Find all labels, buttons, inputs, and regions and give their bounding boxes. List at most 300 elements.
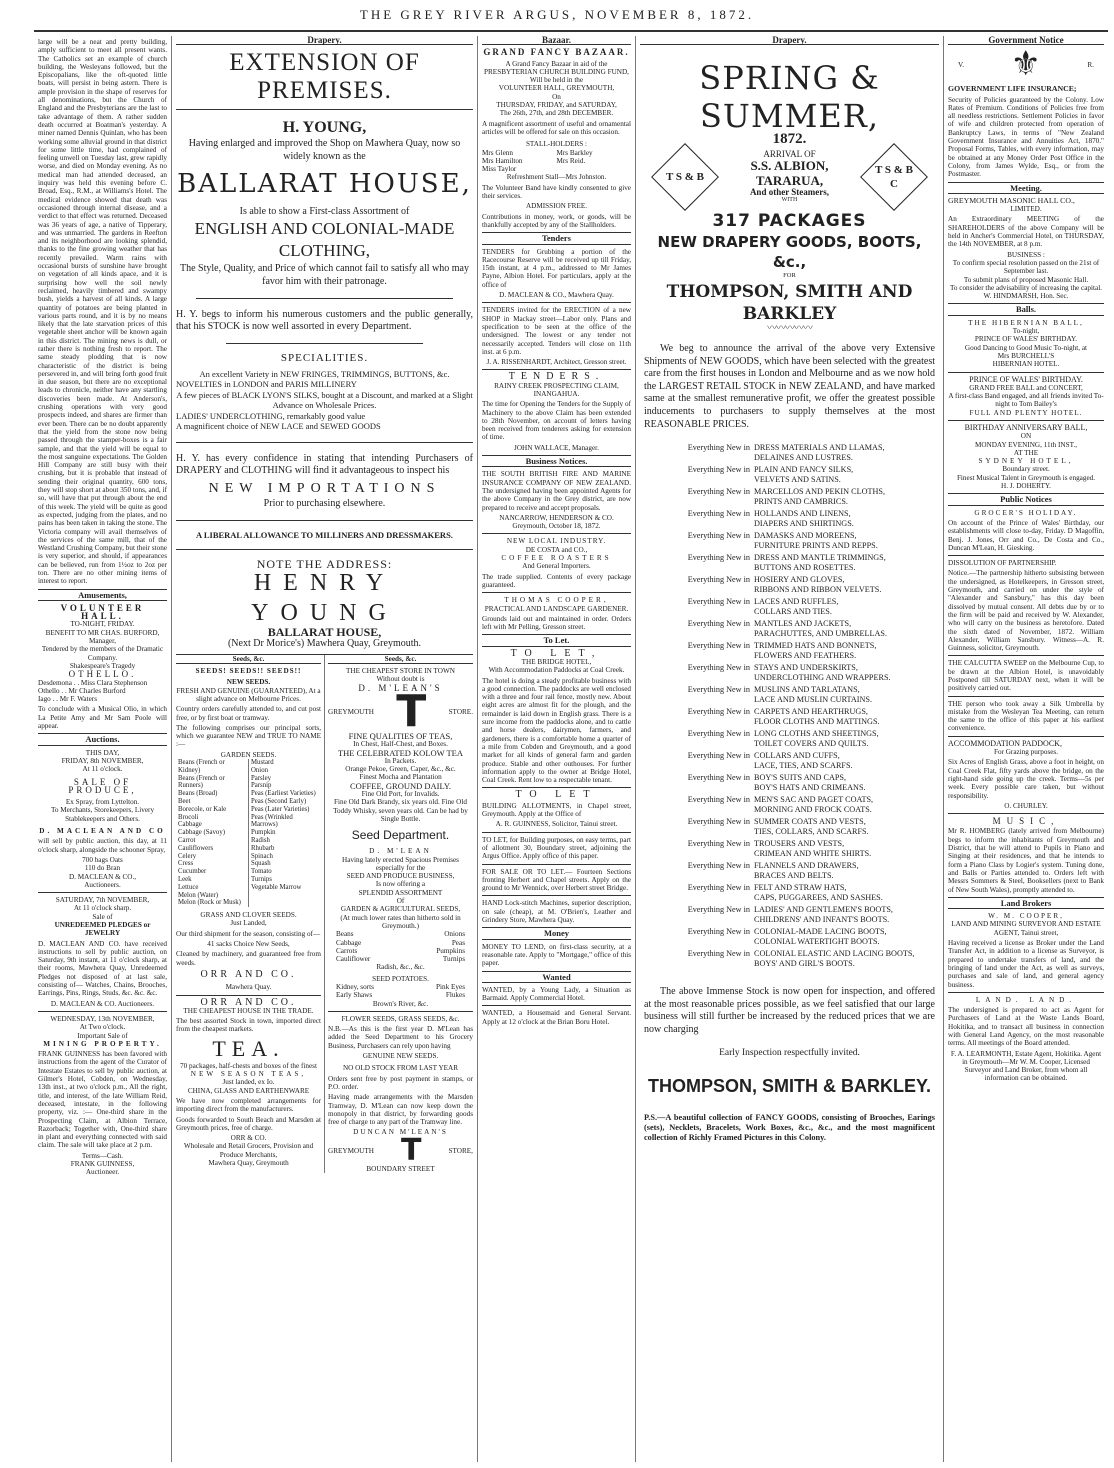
boundary-street: BOUNDARY STREET xyxy=(366,1164,435,1173)
cooper-title: W. M. COOPER, xyxy=(988,912,1064,921)
young-intro: Having enlarged and improved the Shop on Mawhera Quay, now so widely known as the xyxy=(188,138,461,163)
ball-line: GRAND FREE BALL and CONCERT, xyxy=(969,383,1083,392)
seed-item: Vegetable Marrow xyxy=(251,883,302,891)
speciality: An excellent Variety in NEW FRINGES, TRIMMINGS, BUTTONS, &c. xyxy=(199,368,450,379)
mawhera-quay: Mawhera Quay. xyxy=(225,983,272,992)
orange-pekoe: Orange Pekoe, Green, Caper, &c., &c. xyxy=(345,765,456,774)
refreshment-stall: Refreshment Stall—Mrs Johnston. xyxy=(506,173,607,182)
business-text: The trade supplied. Contents of every package guaranteed. xyxy=(482,572,631,589)
cheapest-store: THE CHEAPEST STORE IN TOWN xyxy=(346,667,455,676)
business-sign: NANCARROW, HENDERSON & CO. Greymouth, October 18, 1872. xyxy=(499,513,614,531)
stall-holder: Mrs Glenn xyxy=(482,148,513,157)
seeds-country: Country orders carefully attended to, and cut post free, or by first boat or tramway. xyxy=(176,705,321,722)
ball-line: A first-class Band engaged, and all friends invited To-night to Tom Bailey's xyxy=(948,392,1104,409)
drapery-header: Drapery. xyxy=(176,36,473,45)
henry-young: HENRY YOUNG xyxy=(251,570,398,627)
vh-line: Iago . . Mr F. Waters xyxy=(38,695,97,704)
paddock-title: ACCOMMODATION PADDOCK, xyxy=(948,738,1062,748)
prince-birthday: PRINCE OF WALES' BIRTHDAY. xyxy=(969,374,1083,384)
seeds-title: SEEDS! SEEDS!! SEEDS!! xyxy=(195,667,302,676)
seed-item: Cauliflowers xyxy=(178,844,214,852)
store-label-2: STORE, xyxy=(448,1146,473,1155)
speciality: NOVELTIES in LONDON and PARIS MILLINERY xyxy=(176,379,357,390)
vegetable-item: Carrots Pumpkins xyxy=(336,946,465,955)
potato-list xyxy=(328,983,473,1000)
bazaar-title: GRAND FANCY BAZAAR. xyxy=(483,47,630,58)
seed-item: Melon (Water) xyxy=(178,891,219,899)
tea-title: TEA. xyxy=(212,1035,285,1061)
column-news xyxy=(34,36,172,1462)
able-line: Is able to show a First-class Assortment of xyxy=(239,206,410,218)
auction-text: D. MACLEAN AND CO. have received instructions to sell by public auction, on Saturday, 9th instant, at 11 o'clock sharp, at their rooms, Mawhera Quay, Unredeemed Pledges not disposed of at last sale, consisting of— Watches, Chains, Brooches, Earrings, Pins, Rings, Studs, &c. &c. &c. xyxy=(38,939,167,998)
money-header: Money xyxy=(482,927,631,939)
new-seeds: NEW SEEDS. xyxy=(226,678,271,687)
seed-produce-business: SEED AND PRODUCE BUSINESS, xyxy=(346,872,455,881)
seed-item: Pumpkin xyxy=(251,829,276,837)
new-drapery: NEW DRAPERY GOODS, BOOTS, &c., xyxy=(657,233,922,272)
other-steamers: And other Steamers, xyxy=(749,186,830,197)
orr-quay: Mawhera Quay, Greymouth xyxy=(208,1159,289,1168)
seed-item: Tomato xyxy=(251,868,272,876)
just-landed: Just Landed, xyxy=(230,919,267,928)
third-shipment: Our third shipment for the season, consisting of— xyxy=(176,929,321,938)
meeting-text: An Extraordinary MEETING of the SHAREHOLDERS of the above Company will be held in Ancher's Commercial Hotel, on THURSDAY, the 14th NOVEMBER, at 8 p.m. xyxy=(948,215,1104,249)
note-address: NOTE THE ADDRESS: xyxy=(256,557,393,572)
tender-sign: J. A. RISSENHARDT, Architect, Gresson street. xyxy=(486,358,627,367)
birthday-ball: BIRTHDAY ANNIVERSARY BALL, xyxy=(964,422,1088,432)
business-header: Business Notices. xyxy=(482,455,631,467)
hibernian-ball: THE HIBERNIAN BALL, xyxy=(968,318,1084,327)
style-line: The Style, Quality, and Price of which cannot fail to satisfy all who may favor him with their patronage. xyxy=(179,263,469,288)
tsb-diamond-logo-left: T S & B xyxy=(651,143,719,211)
let-text: The hotel is doing a steady profitable business with a good connection. The paddocks are well enclosed with a three and four rail fence, mostly new. About eight acres are almost fit for the plough, and the remainder is laid down in English grass. There is a sure income from the paddocks alone, and to cattle and horse dealers, dairymen, farmers, and gardeners, there is a comfortable home a quarter of a mile from Cobden and Greymouth, and a good market for all kinds of general farm and garden produce. Stable and other outhouses. For further information apply to the owner at Bridge Hotel, Coal Creek. Rent low to a respectable tenant. xyxy=(482,676,631,785)
bazaar-line: A Grand Fancy Bazaar in aid of the xyxy=(505,59,608,68)
auction-line: WEDNESDAY, 13th NOVEMBER, xyxy=(50,1014,155,1023)
wanted-text: WANTED, by a Young Lady, a Situation as Barmaid. Apply Commercial Hotel. xyxy=(482,985,631,1003)
seed-item: Carrot xyxy=(178,837,196,845)
everything-new-row: Everything New in DRESS MATERIALS AND LLAMAS, DELAINES AND LUSTRES. xyxy=(687,443,885,462)
auction-sign: D. MACLEAN & CO. Auctioneers. xyxy=(50,999,155,1008)
land-title: LAND. LAND. xyxy=(975,995,1077,1004)
band-note: The Volunteer Band have kindly consented to give their services. xyxy=(482,183,631,201)
clothing-title: ENGLISH AND COLONIAL-MADE CLOTHING, xyxy=(194,219,455,261)
vh-line: Manager, xyxy=(88,637,117,646)
masonic-title: GREYMOUTH MASONIC HALL CO., xyxy=(948,195,1075,205)
auction-line: THIS DAY, xyxy=(85,748,120,757)
vh-line: OTHELLO. xyxy=(68,669,137,680)
seed-item: Peas (Earliest Varieties) xyxy=(251,790,316,798)
thomas-cooper: THOMAS COOPER, xyxy=(504,596,609,605)
orr-sign: ORR & CO. xyxy=(230,1134,267,1143)
d-mlean-2: D. M'LEAN xyxy=(369,847,432,856)
nb-note: N.B.—As this is the first year D. M'Lean has added the Seed Department to his Grocery Business, Purchasers can rely upon having xyxy=(328,1025,473,1050)
china-glass: CHINA, GLASS AND EARTHENWARE xyxy=(187,1086,310,1095)
ball-line: Finest Musical Talent in Greymouth is engaged. xyxy=(956,473,1096,482)
coffee-ground: COFFEE, GROUND DAILY. xyxy=(350,780,451,791)
ball-line: MONDAY EVENING, 11th INST., xyxy=(974,440,1078,449)
no-old-stock: NO OLD STOCK FROM LAST YEAR xyxy=(342,1064,459,1073)
auction-line: UNREDEEMED PLEDGES or JEWELRY xyxy=(54,920,151,938)
grass-seeds: GRASS AND CLOVER SEEDS. xyxy=(200,911,297,920)
to-let-title: TO LET, xyxy=(510,647,603,659)
bazaar-line: On xyxy=(552,92,561,101)
seed-item: Parsley xyxy=(251,774,272,782)
everything-new-row: Everything New in DAMASKS AND MOREENS, FURNITURE PRINTS AND REPPS. xyxy=(687,531,878,550)
music-title: MUSIC, xyxy=(992,816,1060,827)
prior-line: Prior to purchasing elsewhere. xyxy=(263,497,386,509)
seed-item: Brocoli xyxy=(178,813,199,821)
best-assorted: The best assorted Stock in town, imported direct from the cheapest markets. xyxy=(176,1017,321,1034)
meeting-item: To consider the advisability of increasing the capital. xyxy=(950,283,1102,292)
speciality: LADIES' UNDERCLOTHING, remarkably good value xyxy=(176,410,366,421)
arrangements: We have now completed arrangements for importing direct from the manufacturers. xyxy=(176,1096,321,1114)
ship-logos xyxy=(640,150,939,205)
spring-summer-title: SPRING & SUMMER, xyxy=(699,59,880,136)
seed-item: Cress xyxy=(178,860,194,868)
everything-new-row: Everything New in HOSIERY AND GLOVES, RIBBONS AND RIBBON VELVETS. xyxy=(687,575,882,594)
bazaar-header: Bazaar. xyxy=(482,36,631,45)
vh-line: TO-NIGHT, FRIDAY. xyxy=(70,620,135,629)
tea-chest: In Chest, Half-Chest, and Boxes. xyxy=(353,740,448,749)
greymouth-label: GREYMOUTH xyxy=(328,707,374,716)
auction-line: To Merchants, Storekeepers, Livery Stablekeepers and Others. xyxy=(50,806,155,823)
vh-line: Desdemona . . Miss Clara Stephenson xyxy=(38,678,148,687)
lower-rates: (At much lower rates than hitherto sold in Greymouth.) xyxy=(340,913,461,930)
seed-item: Spinach xyxy=(251,852,273,860)
to-let-title-2: TO LET xyxy=(515,789,598,801)
everything-new-row: Everything New in TRIMMED HATS AND BONNETS, FLOWERS AND FEATHERS. xyxy=(687,641,877,660)
browns-river: Brown's River, &c. xyxy=(372,999,429,1008)
everything-new-row: Everything New in LONG CLOTHS AND SHEETINGS, TOILET COVERS AND QUILTS. xyxy=(687,729,879,748)
firm-name: THOMPSON, SMITH AND BARKLEY xyxy=(666,281,913,324)
everything-new-row: Everything New in COLONIAL ELASTIC AND LACING BOOTS, BOYS' AND GIRL'S BOOTS. xyxy=(687,949,915,968)
auction-item: 110 do Bran xyxy=(84,864,121,873)
everything-new-row: Everything New in BOY'S SUITS AND CAPS, BOY'S HATS AND CRIMEANS. xyxy=(687,773,866,792)
ps-note: P.S.—A beautiful collection of FANCY GOODS, consisting of Brooches, Earings (sets), Necklets, Bracelets, Work Boxes, &c., &c., and the most magnificent collection of Richly Framed Pictures in this Colony. xyxy=(644,1112,935,1142)
flourish: 〰〰〰〰〰 xyxy=(767,322,812,334)
seed-item: Rhubarb xyxy=(251,844,275,852)
seeds-fresh: FRESH AND GENUINE (GUARANTEED), At a slight advance on Melbourne Prices. xyxy=(176,686,321,703)
wanted-header: Wanted xyxy=(482,971,631,983)
column-notices xyxy=(944,36,1108,1462)
packets: In Packets. xyxy=(384,756,417,765)
big-t-logo-2: T xyxy=(401,1132,422,1168)
notice-text: On account of the Prince of Wales' Birthday, our establishments will close to-day, Friday. D Magoffin, Benj. J. Jones, Orr and Co., De Costa and Co., Duncan M'Lean, H. Giesking. xyxy=(948,518,1104,552)
tramway-note: Having made arrangements with the Marsden Tramway, D. M'Lean can now keep down the monopoly in that district, by forwarding goods free of charge to any part of the Tramway line. xyxy=(328,1093,473,1127)
let-text: HAND Lock-stitch Machines, superior description, on sale (cheap), at M. O'Brien's, Leather and Grindery Store, Mawhera Quay. xyxy=(482,899,631,925)
limited: LIMITED. xyxy=(1010,205,1042,214)
vegetable-list xyxy=(328,930,473,963)
allowance-line: A LIBERAL ALLOWANCE TO MILLINERS AND DRESSMAKERS. xyxy=(196,529,453,540)
tsb-diamond-logo-right: T S & B C xyxy=(860,143,928,211)
auction-sign: Auctioneer. xyxy=(85,1168,120,1177)
auction-line: At 11 o'clock. xyxy=(82,765,123,774)
immense-stock: The above Immense Stock is now open for inspection, and offered at the most reasonable prices possible, as we feel satisfied that our large business will still further be increased by the reduced prices that we are now charging xyxy=(644,986,935,1036)
seed-item: Parsnip xyxy=(251,782,272,790)
tenders-header: Tenders xyxy=(482,232,631,244)
garden-seeds: GARDEN SEEDS. xyxy=(220,750,277,759)
everything-new-list xyxy=(640,443,939,968)
address-line: (Next Dr Morice's) Mawhera Quay, Greymouth. xyxy=(227,637,422,649)
auction-line: Ex Spray, from Lyttelton. xyxy=(65,798,140,807)
r-letter: R. xyxy=(1087,61,1094,70)
auction-sign: D. MACLEAN & CO., xyxy=(68,872,137,881)
vh-line: BENEFIT TO MR CHAS. BURFORD, xyxy=(45,628,160,637)
notice-text: Notice.—The partnership hitherto subsisting between the undersigned, as Hotelkeepers, in Gresson street, Greymouth, and carried on under the style of "Alexander and Sansbury," has this day been dissolved by mutual consent. All debts due by or to the firm will be paid and received by W. Alexander, who will carry on the business as heretofore. Dated the sixth dated of November, 1872. William Alexander, William Sansbury. Witness—A. R. Guinness, solicitor, Greymouth. xyxy=(948,569,1104,653)
bridge-hotel: THE BRIDGE HOTEL, xyxy=(521,658,592,666)
arrival-of: ARRIVAL OF xyxy=(763,148,816,159)
year-1872: 1872. xyxy=(772,131,807,148)
seed-item: Cucumber xyxy=(178,868,207,876)
notice-sign: F. A. LEARMONTH, Estate Agent, Hokitika. Agent in Greymouth—Mr W. M. Cooper, Licensed Surveyor and Land Broker, from whom all information can be obtained. xyxy=(950,1049,1102,1083)
just-landed-io: Just landed, ex Io. xyxy=(222,1078,275,1087)
sacks-line: 41 sacks Choice New Seeds, xyxy=(207,940,290,949)
meeting-item: To confirm special resolution passed on the 21st of September last. xyxy=(952,258,1100,276)
vh-line: Shakespeare's Tragedy xyxy=(69,661,136,670)
fine-teas: FINE QUALITIES OF TEAS, xyxy=(348,730,453,741)
business-label: BUSINESS : xyxy=(1007,250,1045,259)
business-text: THE SOUTH BRITISH FIRE AND MARINE INSURANCE COMPANY OF NEW ZEALAND. The undersigned having been appointed Agents for the above Company in the Grey district, are now prepared to receive and accept proposals. xyxy=(482,470,631,512)
stall-holders: STALL-HOLDERS : xyxy=(525,140,588,149)
seed-item: Peas (Second Early) xyxy=(251,798,307,806)
orr-and-co-2: ORR AND CO. xyxy=(200,996,297,1008)
stall-holder: Mrs Barkley xyxy=(556,148,593,157)
bazaar-line: The 26th, 27th, and 28th DECEMBER. xyxy=(499,109,614,118)
auction-line: MINING PROPERTY. xyxy=(43,1039,162,1048)
business-text: Grounds laid out and maintained in order. Orders left with Mr Pelling, Gresson street. xyxy=(482,614,631,632)
genuine-new-seeds: GENUINE NEW SEEDS. xyxy=(362,1052,439,1061)
gov-life-title: GOVERNMENT LIFE INSURANCE; xyxy=(948,84,1077,94)
seed-item: Beans (French or Kidney) xyxy=(178,759,225,774)
everything-new-row: Everything New in LACES AND RUFFLES, COLLARS AND TIES. xyxy=(687,597,839,616)
meeting-header: Meeting. xyxy=(948,182,1104,194)
seed-item: Lettuce xyxy=(178,883,199,891)
speciality: A few pieces of BLACK LYON'S SILKS, bought at a Discount, and marked at a Slight Advance on Wholesale Prices. xyxy=(176,389,473,411)
let-text: TO LET, for Building purposes, on easy terms, part of allotment 30, Boundary street, adjoining the Argus Office. Apply office of this paper. xyxy=(482,835,631,861)
everything-new-row: Everything New in SUMMER COATS AND VESTS, TIES, COLLARS, AND SCARFS. xyxy=(687,817,869,836)
everything-new-row: Everything New in CARPETS AND HEARTHRUGS, FLOOR CLOTHS AND MATTINGS. xyxy=(687,707,880,726)
cooper-sub: LAND AND MINING SURVEYOR AND ESTATE AGENT, Tainui street, xyxy=(951,920,1101,937)
ball-line: PRINCE OF WALES' BIRTHDAY. xyxy=(974,335,1078,344)
seed-item: Onion xyxy=(251,766,268,774)
seed-item: Borecole, or Kale xyxy=(178,805,227,813)
government-header: Government Notice xyxy=(948,36,1104,45)
seed-item: Cabbage (Savoy) xyxy=(178,829,225,837)
seeds-header-right: Seeds, &c. xyxy=(328,655,473,664)
notice-text: The undersigned is prepared to act as Agent for Purchasers of Land at the Waste Lands Board, Hokitika, and to transact all business in connection with General Land Agency, on the most reasonable terms. All meetings of the Board attended. xyxy=(948,1006,1104,1048)
hy-confidence: H. Y. has every confidence in stating that intending Purchasers of DRAPERY and CLOTHING will find it advantageous to inspect his xyxy=(176,452,473,476)
dissolution-title: DISSOLUTION OF PARTNERSHIP. xyxy=(948,559,1057,568)
firm-name-2: THOMPSON, SMITH & BARKLEY. xyxy=(647,1075,931,1096)
seeds-header: Seeds, &c. xyxy=(176,655,321,664)
hy-notice: H. Y. begs to inform his numerous customers and the public generally, that his STOCK is now well assorted in every Department. xyxy=(176,309,473,333)
admission-free: ADMISSION FREE. xyxy=(525,202,588,211)
now-offering: Is now offering a xyxy=(375,880,426,889)
agri-seeds: GARDEN & AGRICULTURAL SEEDS, xyxy=(340,905,461,914)
flower-seeds: FLOWER SEEDS, GRASS SEEDS, &c. xyxy=(341,1014,460,1023)
vh-line: To conclude with a Musical Olio, in which La Petite Amy and Mr Sam Poole will appear. xyxy=(38,705,167,731)
auction-sign: Auctioneers. xyxy=(84,880,121,889)
everything-new-row: Everything New in MEN'S SAC AND PAGET COATS, MORNING AND FROCK COATS. xyxy=(687,795,874,814)
let-text: BUILDING ALLOTMENTS, in Chapel street, Greymouth. Apply at the Office of xyxy=(482,801,631,819)
ball-line: HIBERNIAN HOTEL. xyxy=(992,360,1060,369)
intro-text: We beg to announce the arrival of the above very Extensive Shipments of NEW GOODS, which have been selected with the greatest care from the first houses in London and Melbourne and as we now hold the LARGEST RETAIL STOCK in NEW ZEALAND, and have marked same at the smallest remunerative profit, we offer the greatest possible inducements to purchasers to supply themselves at the most REASONABLE PRICES. xyxy=(644,343,935,430)
royal-crest-icon: ⚜ xyxy=(1010,46,1041,84)
seed-item: Peas (Later Varieties) xyxy=(251,805,310,813)
without-doubt: Without doubt is xyxy=(376,675,425,684)
auction-line: SATURDAY, 7th NOVEMBER, xyxy=(55,896,150,905)
seed-item: Beet xyxy=(178,798,191,806)
seed-item: Melon (Rock or Musk) xyxy=(178,899,241,907)
auction-item: 700 bags Oats xyxy=(82,855,123,864)
vegetable-item: Beans Onions xyxy=(336,930,465,939)
vegetable-item: Cauliflower Turnips xyxy=(336,955,465,964)
old-port: Fine Old Port, for Invalids. xyxy=(361,790,440,799)
early-inspection: Early Inspection respectfully invited. xyxy=(719,1047,860,1058)
newspaper-page xyxy=(34,30,1108,1462)
paddocks: With Accommodation Paddocks at Coal Creek. xyxy=(488,666,625,675)
auction-line: At 11 o'clock sharp. xyxy=(73,904,132,913)
gov-text: Security of Policies guaranteed by the Colony. Low Rates of Premium. Conditions of Policies free from all needless restrictions. Settlement Policies in favor of wife and children protected from operation of Bankruptcy Laws, in terms of "New Zealand Government Insurance and Annuities Act, 1870." Proposal Forms, Tables, with every information, may be obtained at any Money Order Post Office in the Colony, from James Wylde, Esq., or from the Postmaster. xyxy=(948,95,1104,179)
of-label: Of xyxy=(396,897,405,906)
everything-new-row: Everything New in STAYS AND UNDERSKIRTS, UNDERCLOTHING AND WRAPPERS. xyxy=(687,663,891,682)
bazaar-line: THURSDAY, FRIDAY, and SATURDAY, xyxy=(496,101,617,110)
ball-line: To-night, xyxy=(1012,327,1040,336)
ship-tararua: TARARUA, xyxy=(755,172,824,188)
greymouth-label-2: GREYMOUTH xyxy=(328,1146,374,1155)
balls-header: Balls. xyxy=(948,303,1104,315)
notice-text: THE person who took away a Silk Umbrella by mistake from the Wesleyan Tea Meeting, can return the same to the office of this paper at his earliest convenience. xyxy=(948,699,1104,733)
seed-item: Leek xyxy=(178,876,192,883)
vegetable-item: Cabbage Peas xyxy=(336,938,465,947)
let-text: FOR SALE OR TO LET.— Fourteen Sections fronting Herbert and Chapel streets. Apply on the ground to Mr Wennick, over Herbert street Bridge. xyxy=(482,867,631,893)
everything-new-row: Everything New in DRESS AND MANTLE TRIMMINGS, BUTTONS AND ROSETTES. xyxy=(687,553,886,572)
orders-free: Orders sent free by post payment in stamps, or P.O. order. xyxy=(328,1074,473,1091)
auction-line: Sale of xyxy=(92,912,113,921)
everything-new-row: Everything New in TROUSERS AND VESTS, CRIMEAN AND WHITE SHIRTS. xyxy=(687,839,872,858)
everything-new-row: Everything New in MANTLES AND JACKETS, PARACHUTTES, AND UMBRELLAS. xyxy=(687,619,887,638)
auction-text: FRANK GUINNESS has been favored with instructions from the agent of the Curator of Intestate Estates to sell by public auction, at Gilmer's Hotel, Cobden, on Wednesday, 13th inst., at two o'clock p.m., All the right, title, and interest, of the late William Reid, deceased, intestate, in the following property, viz. :— One-third share in the Prospecting Claim, at Albion Terrace, Razorback; Together with, One-third share in plant and everything connected with said claim. The sale will take place at 2 p.m. xyxy=(38,1050,167,1150)
seed-item: Beans (Broad) xyxy=(178,790,218,798)
volunteer-hall-title: VOLUNTEER HALL. xyxy=(60,602,145,622)
seed-item: Beans (French or Runners) xyxy=(178,774,225,790)
meeting-sign: W. HINDMARSH, Hon. Sec. xyxy=(983,292,1069,301)
importers: And General Importers. xyxy=(522,562,591,571)
ball-line: AT THE xyxy=(1013,448,1039,457)
new-importations: NEW IMPORTATIONS xyxy=(208,480,441,496)
auction-sign: FRANK GUINNESS, xyxy=(70,1160,135,1168)
tender-text: TENDERS invited for the ERECTION of a new SHOP in Mackay street—Labor only. Plans and specification to be seen at the office of the undersigned. The lowest or any tender not necessarily accepted. Tenders will close on 11th inst. at 6 p.m. xyxy=(482,306,631,356)
column-drapery-young xyxy=(172,36,478,1462)
gardener: PRACTICAL AND LANDSCAPE GARDENER. xyxy=(484,604,629,613)
big-t-logo: T xyxy=(396,685,427,737)
contributions: Contributions in money, work, or goods, will be thankfully accepted by any of the Stallholders. xyxy=(482,212,631,229)
stall-holder: Mrs Hamilton xyxy=(482,156,523,165)
let-sign: A. R. GUINNESS, Solicitor, Tainui street. xyxy=(495,820,618,829)
column-bazaar-tenders xyxy=(478,36,636,1462)
spacious-premises: Having lately erected Spacious Premises especially for the xyxy=(342,855,459,872)
notice-text: Having received a license as Broker under the Land Transfer Act, in addition to a license as Surveyor, is prepared to undertake transfers of land, and the bringing of land under the Act, as well as surveys, purchases and sale of land, and general agency business. xyxy=(948,939,1104,989)
ball-line: Boundary street. xyxy=(1002,465,1050,474)
vh-line: Othello . . Mr Charles Burford xyxy=(38,686,126,695)
seed-potatoes: SEED POTATOES. xyxy=(372,974,429,983)
tender-sign: D. MACLEAN & CO., Mawhera Quay. xyxy=(499,291,614,300)
seed-item: Squash xyxy=(251,860,271,868)
with-label: WITH xyxy=(781,197,798,204)
de-costa: DE COSTA and CO., xyxy=(525,545,588,554)
seed-item: Celery xyxy=(178,852,197,860)
ship-albion: S.S. ALBION, xyxy=(750,157,829,173)
ballarat-house-small: BALLARAT HOUSE, xyxy=(267,625,382,640)
seed-list-a xyxy=(176,759,249,907)
stall-holder: Miss Taylor xyxy=(482,165,517,174)
news-text: large will be a neat and pretty building, amply sufficient to meet all present wants. The Catholics set an example of church building, the Wesleyans followed, but the Episcopalians, like the oft-quoted little boats, will persist in being astern. There is ample provision in the shape of reserves for all denominations, but the Church of England and the Presbyterians are the last to take advantage of them. A rather sudden death occurred at Boatman's yesterday. A miner named Dennis Quinlan, who has been working some alluvial ground in that district for some little time, had complained of feeling unwell on Tuesday last, grew rapidly worse, and died on Monday evening. As no medical man had attended deceased, an inquiry was held this evening before C. Broad, Esq., R.M., at Williams's Hotel. The medical evidence showed that death was occasioned through internal disease, and a verdict to that effect was returned. Deceased was 36 years of age, a native of Tipperary, and was unmarried. The gardens in Reefton and its neighborhood are looking splendid, thanks to the fine growing weather that has recently prevailed. Warm rains with occasional bursts of sunshine have brought on vegetation of all kinds apace, and it is surprising how well the soil newly reclaimed, heavily timbered and swampy bush, yields a harvest of all kinds. A large quantity of potatoes are being planted in various parts round, and it is by no means likely that the late starvation prices of this vegetable sheet anchor will be known again in this district. The mining news is dull, or rather there is nothing fresh to report. The same steady plodding that is now characteristic of the district is being persevered in, and will bring forth good fruit in due season, but there are no exceptional leads to chronicle, neither have any startling discoveries been made. At Anderson's, crushing operations with very good prospects indeed, and shares are firmer than ever been. There can be no doubt apparently that the yield from the stone now being passed through the stamper-boxes is a fair sample, and that the yield will be equal to the most sanguine expectations. The Golden Hill Company are still busy with their crushing, but it is probable that instead of sending their original quantity, 600 tons, they will stop short at about 350 tons, and, if so, will have that put through about the end of this week. The yield will be quite as good as expected, judging from the plates, and no pains has been taken in taking the stone. The Victoria company will avail themselves of the services of the same mill, that of the Westland Crushing Company, but their stone is very superior, and should, if appearances can be believed, run from 1½oz to 2oz per ton. There are no other mining items of interest to report. xyxy=(38,38,167,586)
everything-new-row: Everything New in FELT AND STRAW HATS, CAPS, PUGGAREES, AND SASHES. xyxy=(687,883,883,902)
kolow-tea: THE CELEBRATED KOLOW TEA xyxy=(337,747,464,758)
meeting-item: To submit plans of proposed Masonic Hall. xyxy=(963,275,1089,284)
ball-line: FULL AND PLENTY HOTEL. xyxy=(969,408,1083,417)
cheapest-house: THE CHEAPEST HOUSE IN THE TRADE. xyxy=(183,1006,314,1015)
specialities-title: SPECIALITIES. xyxy=(280,352,369,365)
store-label: STORE. xyxy=(448,707,473,716)
seeds-comprises: The following comprises our principal sorts, which we guarantee NEW and TRUE TO NAME :— xyxy=(176,723,321,749)
everything-new-row: Everything New in COLLARS AND CUFFS, LACE, TIES, AND SCARFS. xyxy=(687,751,853,770)
rainy-creek: RAINY CREEK PROSPECTING CLAIM, INANGAHUA. xyxy=(494,381,619,398)
wanted-text: WANTED, a Housemaid and General Servant. Apply at 12 o'clock at the Brian Boru Hotel. xyxy=(482,1009,631,1026)
everything-new-row: Everything New in MARCELLOS AND PEKIN CLOTHS, PRINTS AND CAMBRICS. xyxy=(687,487,886,506)
to-let-header: To Let. xyxy=(482,634,631,646)
h-young-name: H. YOUNG, xyxy=(282,119,367,137)
duncan-mleans: DUNCAN M'LEAN'S xyxy=(353,1128,448,1137)
ballarat-house-title: BALLARAT HOUSE, xyxy=(177,169,472,200)
tender-sign: JOHN WALLACE, Manager. xyxy=(514,443,599,452)
tender-text: TENDERS for Grubbing a portion of the Racecourse Reserve will be received up till Friday, 15th instant, at 4 p.m., addressed to Mr James Payne, Albion Hotel. For particulars, apply at the office of xyxy=(482,247,631,289)
column-drapery-tsb xyxy=(636,36,944,1462)
auctions-header: Auctions. xyxy=(38,733,167,745)
orr-wholesale: Wholesale and Retail Grocers, Provision and Produce Merchants, xyxy=(183,1142,314,1159)
drapery-header-2: Drapery. xyxy=(640,36,939,45)
notice-text: THE CALCUTTA SWEEP on the Melbourne Cup, to be drawn at the Albion Hotel, is unavoidably Postponed till SATURDAY next, when it will be positively carried out. xyxy=(948,659,1104,693)
tenders-title: TENDERS. xyxy=(508,371,605,383)
land-brokers-header: Land Brokers xyxy=(948,897,1104,909)
seed-item: Peas (Wrinkled Marrows) xyxy=(251,813,293,829)
bazaar-line: PRESBYTERIAN CHURCH BUILDING FUND, xyxy=(484,67,629,76)
money-text: MONEY TO LEND, on first-class security, at a reasonable rate. Apply to "Mortgage," office of this paper. xyxy=(482,942,631,968)
auction-title: D. MACLEAN AND CO xyxy=(39,827,166,836)
vh-line: Tendered by the members of the Dramatic Company. xyxy=(41,645,164,662)
stall-holder: Mrs Reid. xyxy=(556,156,586,165)
bazaar-line: Will be held in the xyxy=(529,76,584,85)
ball-line: ON xyxy=(1020,432,1032,441)
v-letter: V. xyxy=(958,61,965,70)
masthead: THE GREY RIVER ARGUS, NOVEMBER 8, 1872. xyxy=(359,7,755,22)
auction-text: will sell by public auction, this day, at 11 o'clock sharp, alongside the schooner Spray, xyxy=(38,837,167,854)
everything-new-row: Everything New in PLAIN AND FANCY SILKS, VELVETS AND SATINS. xyxy=(687,465,854,484)
seed-item: Radish xyxy=(251,837,270,845)
cleaned-line: Cleaned by machinery, and guaranteed free from weeds. xyxy=(176,950,321,967)
orr-and-co: ORR AND CO. xyxy=(200,968,297,980)
seed-item: Mustard xyxy=(251,759,274,767)
notice-sign: O. CHURLEY. xyxy=(1004,801,1048,810)
public-notices-header: Public Notices xyxy=(948,493,1104,505)
bazaar-line: VOLUNTEER HALL, GREYMOUTH, xyxy=(498,84,615,93)
seed-item: Turnips xyxy=(251,876,272,883)
new-season-teas: NEW SEASON TEAS, xyxy=(190,1070,307,1079)
goods-forwarded: Goods forwarded to South Beach and Marsden at Greymouth prices, free of charge. xyxy=(176,1115,321,1132)
tender-text: The time for Opening the Tenders for the Supply of Machinery to the above Claim has been extended to 28th November, on account of letters having been received from tenderers asking for extension of time. xyxy=(482,400,631,442)
seed-list-b xyxy=(249,759,321,907)
ball-line: Mrs BURCHELL'S xyxy=(997,351,1055,360)
